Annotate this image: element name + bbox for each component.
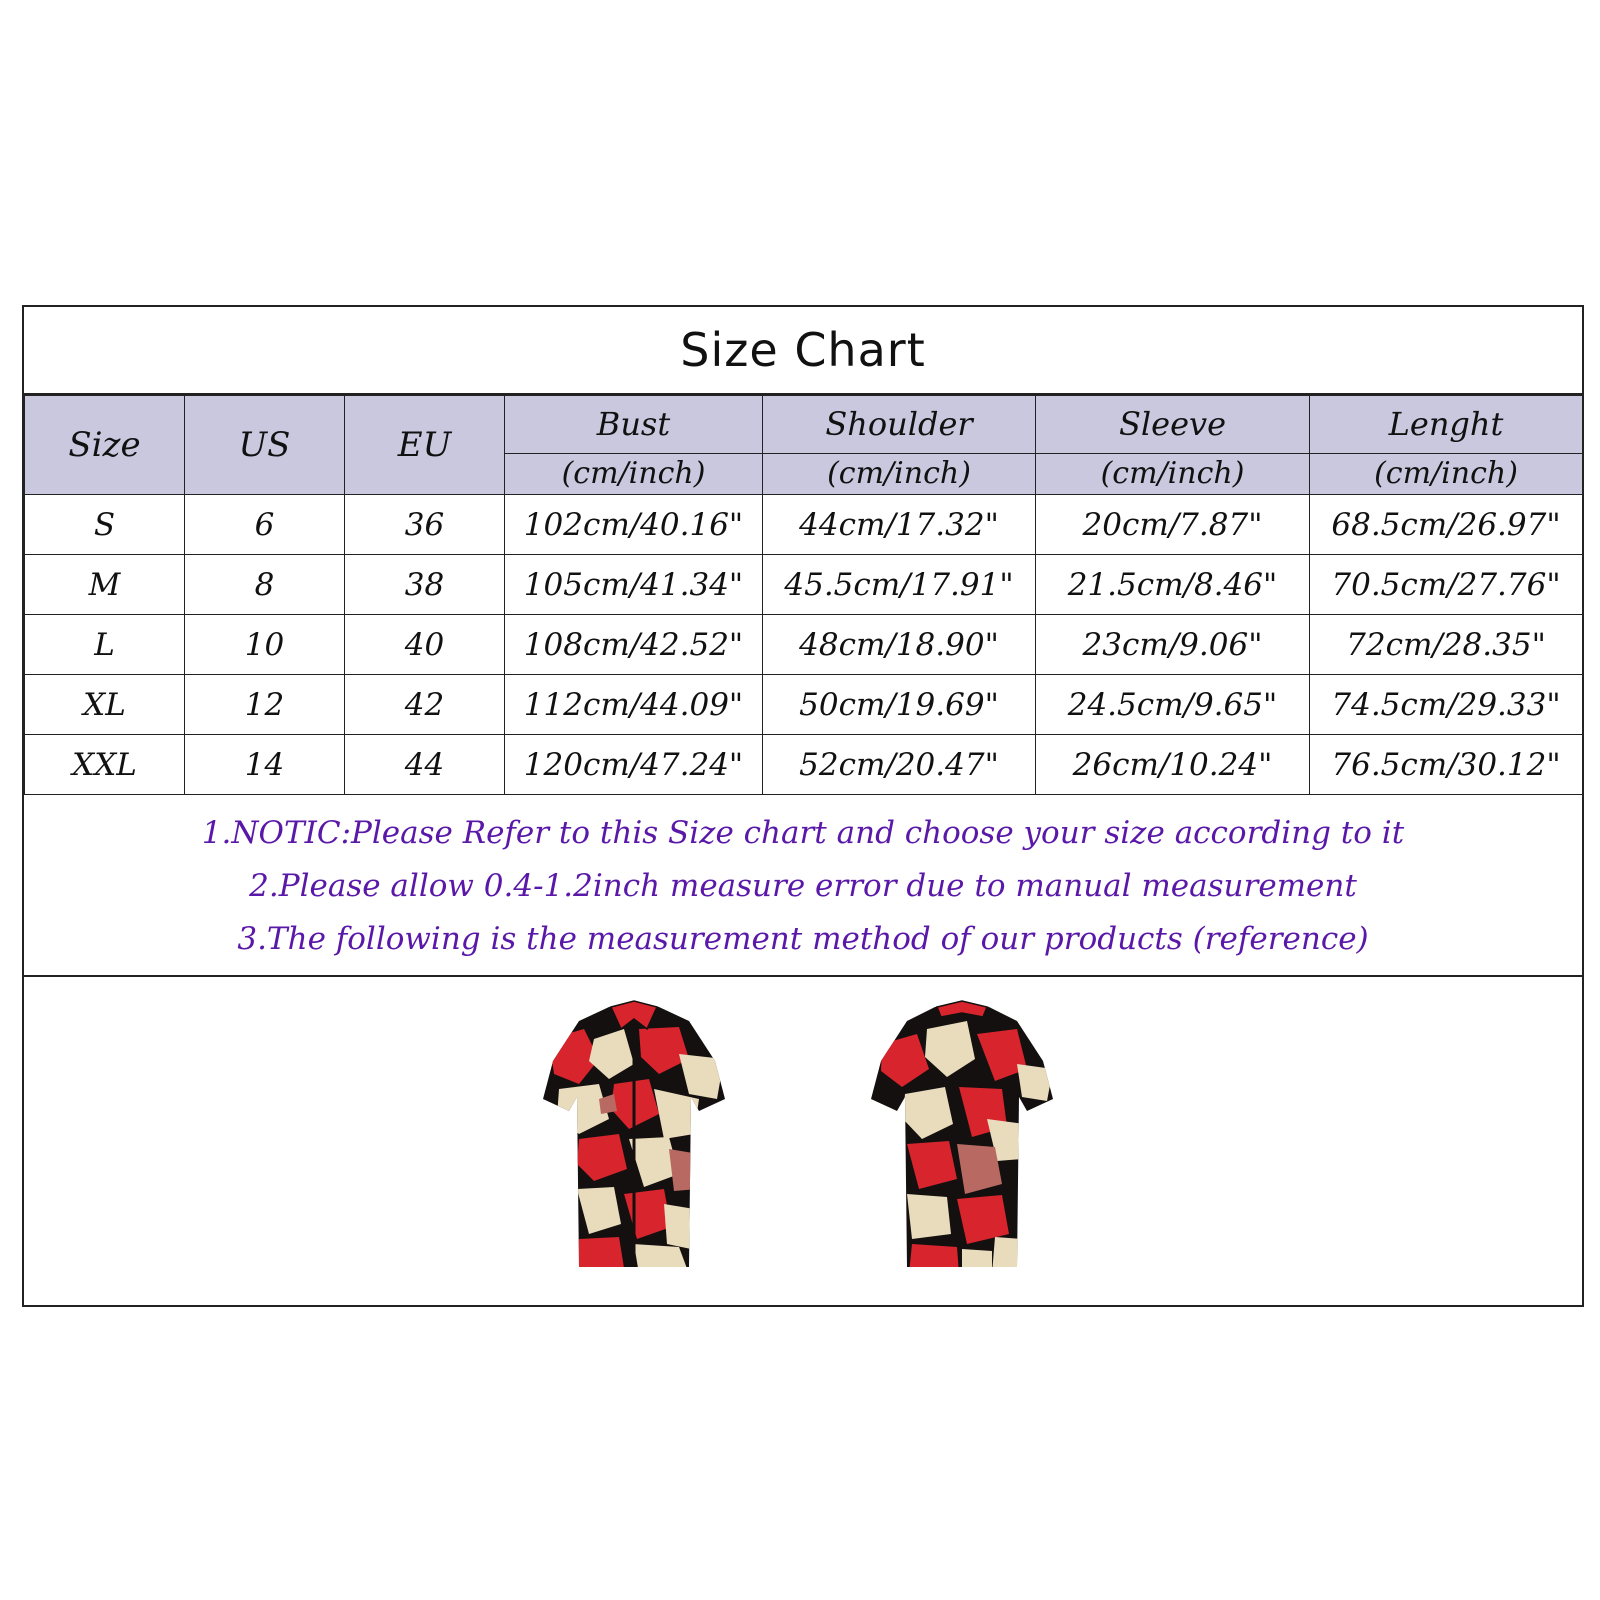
notes-block bbox=[24, 797, 1582, 977]
cell-eu: 42 bbox=[345, 675, 505, 735]
note-1: 1.NOTIC:Please Refer to this Size chart and choose your size according to it bbox=[201, 814, 1405, 851]
header-bust: Bust bbox=[505, 396, 763, 454]
cell-bust: 112cm/44.09" bbox=[505, 675, 763, 735]
cell-length: 70.5cm/27.76" bbox=[1310, 555, 1583, 615]
table-row bbox=[25, 555, 1583, 615]
header-length: Lenght bbox=[1310, 396, 1583, 454]
cell-eu: 40 bbox=[345, 615, 505, 675]
cell-length: 72cm/28.35" bbox=[1310, 615, 1583, 675]
cell-size: S bbox=[25, 495, 185, 555]
cell-size: XXL bbox=[25, 735, 185, 795]
cell-length: 76.5cm/30.12" bbox=[1310, 735, 1583, 795]
product-images bbox=[24, 977, 1582, 1307]
cell-size: XL bbox=[25, 675, 185, 735]
table-row bbox=[25, 495, 1583, 555]
header-row bbox=[25, 396, 1583, 454]
cell-size: L bbox=[25, 615, 185, 675]
cell-length: 74.5cm/29.33" bbox=[1310, 675, 1583, 735]
cell-sleeve: 24.5cm/9.65" bbox=[1036, 675, 1310, 735]
cell-shoulder: 44cm/17.32" bbox=[763, 495, 1036, 555]
note-3: 3.The following is the measurement method of our products (reference) bbox=[237, 920, 1369, 957]
cell-bust: 120cm/47.24" bbox=[505, 735, 763, 795]
unit-shoulder: (cm/inch) bbox=[763, 453, 1036, 494]
cell-shoulder: 45.5cm/17.91" bbox=[763, 555, 1036, 615]
shirt-front-image bbox=[539, 999, 729, 1279]
header-size: Size bbox=[25, 396, 185, 495]
cell-us: 8 bbox=[185, 555, 345, 615]
cell-length: 68.5cm/26.97" bbox=[1310, 495, 1583, 555]
cell-us: 10 bbox=[185, 615, 345, 675]
cell-shoulder: 48cm/18.90" bbox=[763, 615, 1036, 675]
cell-shoulder: 50cm/19.69" bbox=[763, 675, 1036, 735]
cell-bust: 108cm/42.52" bbox=[505, 615, 763, 675]
header-us: US bbox=[185, 396, 345, 495]
unit-sleeve: (cm/inch) bbox=[1036, 453, 1310, 494]
shirt-back-image bbox=[867, 999, 1057, 1279]
cell-sleeve: 21.5cm/8.46" bbox=[1036, 555, 1310, 615]
table-row bbox=[25, 735, 1583, 795]
unit-length: (cm/inch) bbox=[1310, 453, 1583, 494]
cell-us: 14 bbox=[185, 735, 345, 795]
cell-eu: 36 bbox=[345, 495, 505, 555]
cell-eu: 44 bbox=[345, 735, 505, 795]
table-row bbox=[25, 615, 1583, 675]
cell-bust: 102cm/40.16" bbox=[505, 495, 763, 555]
cell-eu: 38 bbox=[345, 555, 505, 615]
header-eu: EU bbox=[345, 396, 505, 495]
cell-sleeve: 20cm/7.87" bbox=[1036, 495, 1310, 555]
cell-size: M bbox=[25, 555, 185, 615]
size-table bbox=[24, 395, 1583, 795]
cell-sleeve: 26cm/10.24" bbox=[1036, 735, 1310, 795]
chart-title: Size Chart bbox=[24, 307, 1582, 395]
cell-shoulder: 52cm/20.47" bbox=[763, 735, 1036, 795]
table-row bbox=[25, 675, 1583, 735]
header-sleeve: Sleeve bbox=[1036, 396, 1310, 454]
cell-us: 6 bbox=[185, 495, 345, 555]
cell-us: 12 bbox=[185, 675, 345, 735]
cell-sleeve: 23cm/9.06" bbox=[1036, 615, 1310, 675]
cell-bust: 105cm/41.34" bbox=[505, 555, 763, 615]
note-2: 2.Please allow 0.4-1.2inch measure error due to manual measurement bbox=[249, 867, 1357, 904]
unit-bust: (cm/inch) bbox=[505, 453, 763, 494]
size-chart-sheet bbox=[22, 305, 1584, 1307]
header-shoulder: Shoulder bbox=[763, 396, 1036, 454]
